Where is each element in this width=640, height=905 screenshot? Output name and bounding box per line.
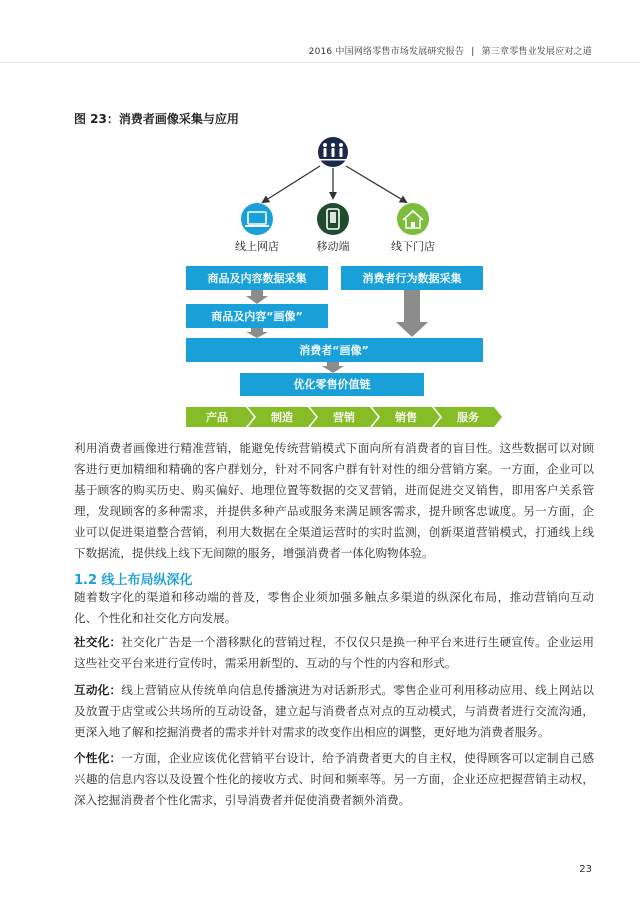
term-socialization: 社交化：	[74, 635, 122, 649]
paragraph-personalization	[74, 748, 594, 811]
value-chain-label: 优化零售价值链	[293, 378, 371, 391]
home-icon	[397, 203, 429, 235]
product-collect-label: 商品及内容数据采集	[207, 272, 307, 285]
channel-label-online: 线上网店	[235, 240, 279, 253]
consumers-group-icon	[318, 137, 348, 167]
figure-title: 图 23：消费者画像采集与应用	[74, 112, 239, 126]
product-portrait-label: 商品及内容“画像”	[211, 310, 303, 323]
arrow-behavior-to-consumer	[396, 290, 428, 337]
mobile-phone-icon	[317, 203, 349, 235]
arrow-to-online	[263, 166, 320, 202]
behavior-collect-label: 消费者行为数据采集	[362, 272, 462, 285]
header-separator: |	[471, 47, 475, 57]
paragraph-precision-marketing: 利用消费者画像进行精准营销，能避免传统营销模式下面向所有消费者的盲目性。这些数据可以对顾客进行更加精细和精确的客户群划分，针对不同客户群有针对性的细分营销方案。一方面，企业可以基于顾客的购买历史、购买偏好、地理位置等数据的交叉营销，进而促进交叉销售，即用客户关系管理，发现顾客的多种需求，并提供多种产品或服务来满足顾客需求，提升顾客忠诚度。另一方面，企业可以促进渠道整合营销，利用大数据在全渠道运营时的实时监测，创新渠道营销模式，打通线上线下数据流，提供线上线下无间隙的服务，增强消费者一体化购物体验。	[74, 441, 594, 560]
paragraph-socialization	[74, 632, 594, 674]
term-personalization: 个性化：	[74, 751, 122, 765]
arrow-collect-to-portrait	[246, 290, 268, 304]
channel-label-mobile: 移动端	[316, 240, 350, 253]
chain-step-label-1: 产品	[206, 411, 228, 424]
running-title: 2016 中国网络零售市场发展研究报告	[308, 47, 465, 57]
page-number: 23	[579, 864, 592, 875]
paragraph-interactivity	[74, 680, 594, 743]
arrow-to-store	[346, 166, 406, 202]
socialization-text: 社交化广告是一个潜移默化的营销过程，不仅仅只是换一种平台来进行生硬宣传。企业运用这些社交平台来进行宣传时，需采用新型的、互动的与个性的内容和形式。	[74, 635, 594, 670]
interactivity-text: 线上营销应从传统单向信息传播演进为对话新形式。零售企业可利用移动应用、线上网站以及放置于店堂或公共场所的互动设备，建立起与消费者点对点的互动模式，与消费者进行交流沟通，更深入地了解和挖掘消费者的需求并针对需求的改变作出相应的调整，更好地为消费者服务。	[74, 683, 594, 739]
arrow-portrait-to-consumer	[246, 328, 268, 338]
chain-step-label-2: 制造	[271, 411, 293, 424]
chain-step-label-4: 销售	[395, 411, 417, 424]
arrow-consumer-to-value	[322, 362, 344, 373]
running-header	[309, 44, 592, 57]
value-chain-steps	[186, 407, 502, 427]
consumer-portrait-diagram	[0, 130, 640, 430]
chain-step-label-5: 服务	[457, 411, 479, 424]
term-interactivity: 互动化：	[74, 683, 122, 697]
section-heading: 1.2 线上布局纵深化	[74, 573, 193, 588]
personalization-text: 一方面，企业应该优化营销平台设计，给予消费者更大的自主权，使得顾客可以定制自己感兴趣的信息内容以及设置个性化的接收方式、时间和频率等。另一方面，企业还应把握营销主动权，深入挖掘消费者个性化需求，引导消费者并促使消费者额外消费。	[74, 751, 594, 807]
channel-label-store: 线下门店	[391, 240, 435, 253]
chain-step-label-3: 营销	[333, 411, 355, 424]
monitor-icon	[241, 203, 273, 235]
chapter-title: 第三章零售业发展应对之道	[481, 47, 592, 57]
header-rule	[0, 62, 640, 63]
paragraph-online-layout: 随着数字化的渠道和移动端的普及，零售企业须加强多触点多渠道的纵深化布局，推动营销向互动化、个性化和社交化方向发展。	[74, 590, 594, 625]
consumer-portrait-label: 消费者“画像”	[299, 344, 369, 357]
